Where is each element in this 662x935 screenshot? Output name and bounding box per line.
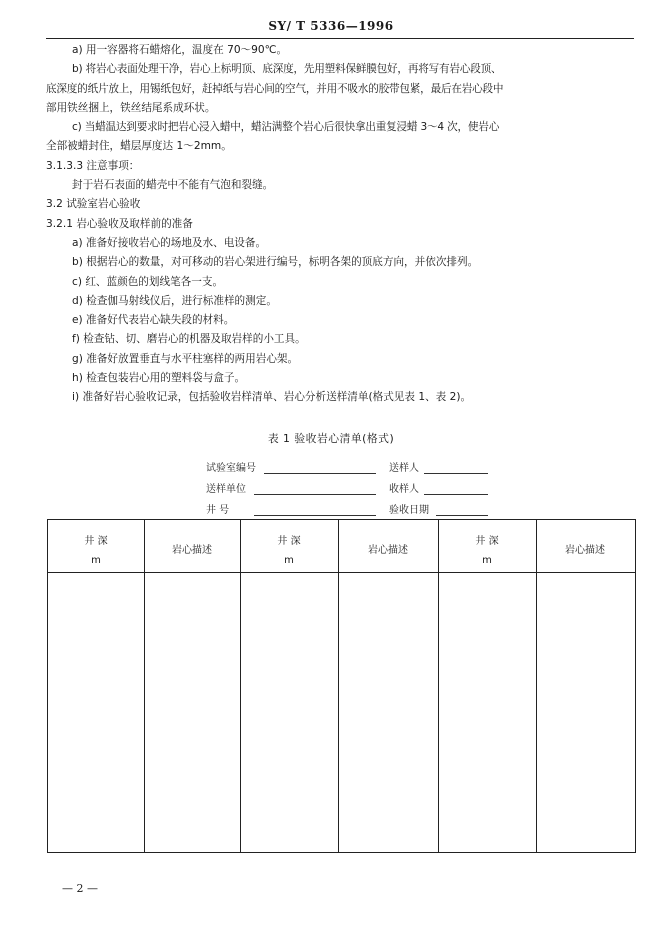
prep-item-i: i) 准备好岩心验收记录，包括验收岩样清单、岩心分析送样清单(格式见表 1、表 2)。: [72, 391, 472, 404]
prep-item-g: g) 准备好放置垂直与水平柱塞样的两用岩心架。: [72, 352, 299, 365]
core-acceptance-table: [47, 519, 636, 853]
prep-item-h: h) 检查包装岩心用的塑料袋与盒子。: [72, 372, 246, 385]
item-b-line-3: 部用铁丝捆上，铁丝结尾系成环状。: [46, 101, 216, 114]
item-b-line-2: 底深度的纸片放上，用锡纸包好，赶掉纸与岩心间的空气，并用不吸水的胶带包紧，最后在岩心段中: [46, 82, 504, 95]
depth-unit: m: [482, 555, 492, 566]
item-c-line-2: 全部被蜡封住，蜡层厚度达 1～2mm。: [46, 140, 232, 153]
receive-date-label: 验收日期: [389, 505, 429, 516]
receiver-line: [424, 494, 488, 495]
receive-date-line: [436, 515, 488, 516]
prep-item-f: f) 检查钻、切、磨岩心的机器及取岩样的小工具。: [72, 333, 306, 346]
depth-header-2: [240, 532, 338, 570]
table-divider: [144, 520, 145, 852]
well-number-line: [254, 515, 376, 516]
lab-number-line: [264, 473, 376, 474]
item-a-melt-wax: a) 用一容器将石蜡熔化，温度在 70～90℃。: [72, 44, 288, 56]
table-divider: [536, 520, 537, 852]
table-header-rule: [48, 572, 635, 573]
standard-number-header: SY/ T 5336—1996: [268, 19, 394, 33]
send-unit-line: [254, 494, 376, 495]
depth-label: 井 深: [84, 536, 108, 547]
well-number-label: 井 号: [206, 505, 230, 516]
depth-label: 井 深: [277, 536, 301, 547]
body-text: [46, 41, 634, 408]
item-b-line-1: b) 将岩心表面处理干净，岩心上标明顶、底深度，先用塑料保鲜膜包好，再将写有岩心段顶、: [72, 63, 502, 76]
form-row-2: [206, 480, 506, 501]
page-number: — 2 —: [62, 882, 98, 895]
prep-item-a: a) 准备好接收岩心的场地及水、电设备。: [72, 236, 267, 249]
core-description-header-2: 岩心描述: [368, 545, 408, 556]
section-3-2-1-heading: 3.2.1 岩心验收及取样前的准备: [46, 217, 193, 230]
depth-header-3: [438, 532, 536, 570]
form-row-1: [206, 459, 506, 480]
depth-unit: m: [91, 555, 101, 566]
depth-label: 井 深: [475, 536, 499, 547]
depth-unit: m: [284, 555, 294, 566]
prep-item-b: b) 根据岩心的数量，对可移动的岩心架进行编号，标明各架的顶底方向，并依次排列。: [72, 256, 479, 269]
table-1-title: 表 1 验收岩心清单(格式): [267, 432, 395, 445]
header-rule: [46, 38, 634, 39]
prep-item-c: c) 红、蓝颜色的划线笔各一支。: [72, 275, 224, 288]
item-c-line-1: c) 当蜡温达到要求时把岩心浸入蜡中，蜡沾满整个岩心后很快拿出重复浸蜡 3～4 次，使岩心: [72, 121, 500, 134]
section-3-1-3-3-text: 封于岩石表面的蜡壳中不能有气泡和裂缝。: [72, 179, 274, 192]
table-divider: [338, 520, 339, 852]
lab-number-label: 试验室编号: [206, 463, 256, 474]
send-unit-label: 送样单位: [206, 484, 246, 495]
receiver-label: 收样人: [389, 484, 419, 495]
depth-header-1: [48, 532, 144, 570]
table-form-fields: [206, 459, 506, 522]
sender-label: 送样人: [389, 463, 419, 474]
sender-line: [424, 473, 488, 474]
core-description-header-3: 岩心描述: [565, 545, 605, 556]
section-3-2-heading: 3.2 试验室岩心验收: [46, 198, 141, 211]
prep-item-d: d) 检查伽马射线仪后，进行标准样的测定。: [72, 294, 277, 307]
section-3-1-3-3-heading: 3.1.3.3 注意事项：: [46, 159, 140, 172]
prep-item-e: e) 准备好代表岩心缺失段的材料。: [72, 314, 235, 327]
core-description-header-1: 岩心描述: [172, 545, 212, 556]
